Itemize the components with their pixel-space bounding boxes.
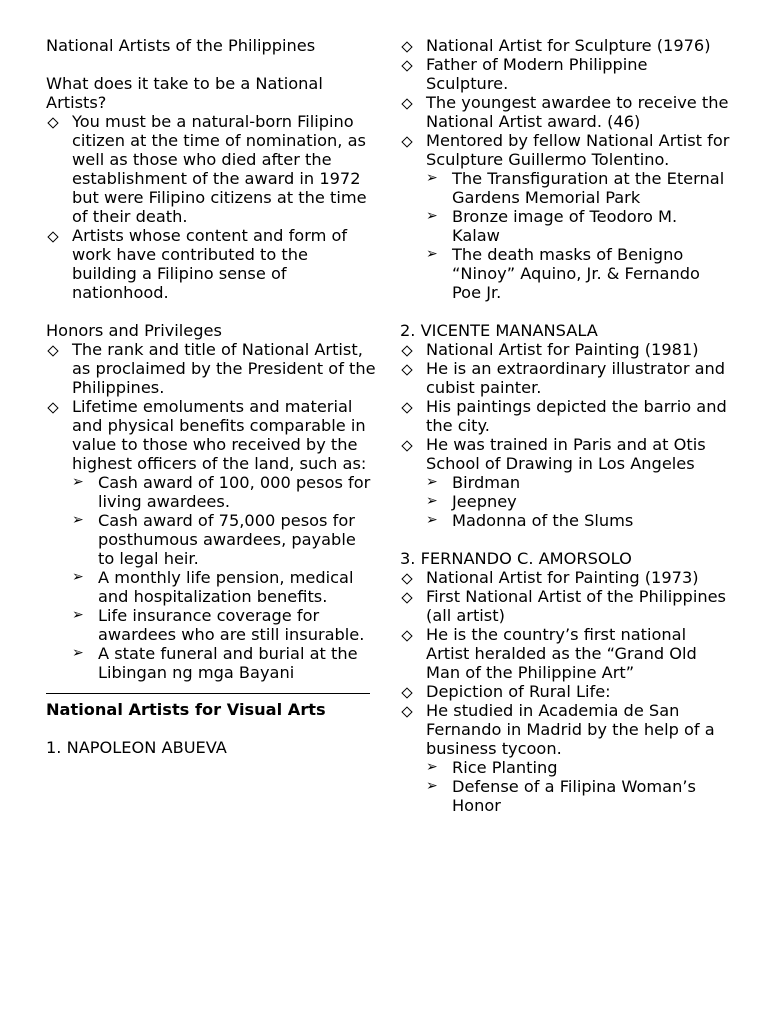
diamond-bullet-icon [400, 587, 411, 606]
abueva-item: National Artist for Sculpture (1976) [400, 36, 730, 55]
document-title: National Artists of the Philippines [46, 36, 316, 55]
manansala-item: National Artist for Painting (1981) [400, 340, 730, 359]
manansala-item: He was trained in Paris and at Otis School of Drawing in Los Angeles [400, 435, 730, 473]
abueva-work: ➢ The Transfiguration at the Eternal Gardens Memorial Park [426, 169, 725, 207]
amorsolo-item: He studied in Academia de San Fernando in Madrid by the help of a business tycoon. [400, 701, 730, 758]
abueva-item: Mentored by fellow National Artist for Sculpture Guillermo Tolentino. [400, 131, 730, 169]
honor-subitem: ➢ Cash award of 100, 000 pesos for living awardees. [72, 473, 371, 511]
amorsolo-item: National Artist for Painting (1973) [400, 568, 730, 587]
manansala-work: ➢ Jeepney [426, 492, 517, 511]
arrow-bullet-icon: ➢ [72, 512, 84, 528]
diamond-bullet-icon [400, 131, 411, 150]
honor-subitem: ➢ Cash award of 75,000 pesos for posthumous awardees, payable to legal heir. [72, 511, 356, 568]
diamond-bullet-icon [400, 625, 411, 644]
diamond-bullet-icon [46, 112, 57, 131]
manansala-item: His paintings depicted the barrio and the city. [400, 397, 730, 435]
diamond-bullet-icon [400, 36, 411, 55]
honors-list [46, 340, 376, 682]
abueva-item: Father of Modern Philippine Sculpture. [400, 55, 730, 93]
arrow-bullet-icon: ➢ [72, 607, 84, 623]
arrow-bullet-icon: ➢ [426, 208, 438, 224]
artist-name-amorsolo: 3. FERNANDO C. AMORSOLO [400, 549, 632, 568]
arrow-bullet-icon: ➢ [426, 493, 438, 509]
artist-name-manansala: 2. VICENTE MANANSALA [400, 321, 598, 340]
requirements-list [46, 112, 376, 302]
arrow-bullet-icon: ➢ [72, 474, 84, 490]
diamond-bullet-icon [400, 359, 411, 378]
honors-heading: Honors and Privileges [46, 321, 222, 340]
abueva-work: ➢ Bronze image of Teodoro M. Kalaw [426, 207, 678, 245]
amorsolo-item: Depiction of Rural Life: [400, 682, 730, 701]
arrow-bullet-icon: ➢ [426, 170, 438, 186]
diamond-bullet-icon [400, 55, 411, 74]
amorsolo-work: ➢ Defense of a Filipina Woman’s Honor [426, 777, 696, 815]
manansala-work: ➢ Madonna of the Slums [426, 511, 634, 530]
section-divider [46, 693, 370, 694]
arrow-bullet-icon: ➢ [426, 759, 438, 775]
abueva-item: The youngest awardee to receive the National Artist award. (46) [400, 93, 730, 131]
arrow-bullet-icon: ➢ [72, 645, 84, 661]
manansala-list [400, 340, 730, 530]
diamond-bullet-icon [400, 682, 411, 701]
amorsolo-item: First National Artist of the Philippines (all artist) [400, 587, 730, 625]
visual-arts-heading: National Artists for Visual Arts [46, 700, 326, 719]
abueva-list [400, 36, 730, 302]
amorsolo-list [400, 568, 730, 815]
honor-subitem: ➢ Life insurance coverage for awardees who are still insurable. [72, 606, 365, 644]
diamond-bullet-icon [400, 397, 411, 416]
arrow-bullet-icon: ➢ [426, 512, 438, 528]
honor-subitem: ➢ A state funeral and burial at the Libingan ng mga Bayani [72, 644, 358, 682]
manansala-item: He is an extraordinary illustrator and cubist painter. [400, 359, 730, 397]
arrow-bullet-icon: ➢ [426, 778, 438, 794]
diamond-bullet-icon [400, 701, 411, 720]
arrow-bullet-icon: ➢ [426, 246, 438, 262]
requirement-item: You must be a natural-born Filipino citizen at the time of nomination, as well as those who died after the establishment of the award in 1972 but were Filipino citizens at the time of their death. [46, 112, 376, 226]
abueva-work: ➢ The death masks of Benigno “Ninoy” Aquino, Jr. & Fernando Poe Jr. [426, 245, 700, 302]
diamond-bullet-icon [46, 226, 57, 245]
honor-item: Lifetime emoluments and material and physical benefits comparable in value to those who received by the highest officers of the land, such as: [46, 397, 376, 473]
diamond-bullet-icon [400, 568, 411, 587]
diamond-bullet-icon [400, 340, 411, 359]
honor-item: The rank and title of National Artist, as proclaimed by the President of the Philippines. [46, 340, 376, 397]
amorsolo-item: He is the country’s first national Artist heralded as the “Grand Old Man of the Philippine Art” [400, 625, 730, 682]
honor-subitem: ➢ A monthly life pension, medical and hospitalization benefits. [72, 568, 354, 606]
arrow-bullet-icon: ➢ [426, 474, 438, 490]
diamond-bullet-icon [400, 93, 411, 112]
amorsolo-work: ➢ Rice Planting [426, 758, 558, 777]
left-column [46, 36, 376, 757]
artist-name-abueva: 1. NAPOLEON ABUEVA [46, 738, 227, 757]
arrow-bullet-icon: ➢ [72, 569, 84, 585]
right-column [400, 36, 730, 815]
requirement-item: Artists whose content and form of work have contributed to the building a Filipino sense of nationhood. [46, 226, 376, 302]
diamond-bullet-icon [46, 397, 57, 416]
requirements-heading: What does it take to be a National Artists? [46, 74, 323, 112]
diamond-bullet-icon [400, 435, 411, 454]
diamond-bullet-icon [46, 340, 57, 359]
manansala-work: ➢ Birdman [426, 473, 521, 492]
